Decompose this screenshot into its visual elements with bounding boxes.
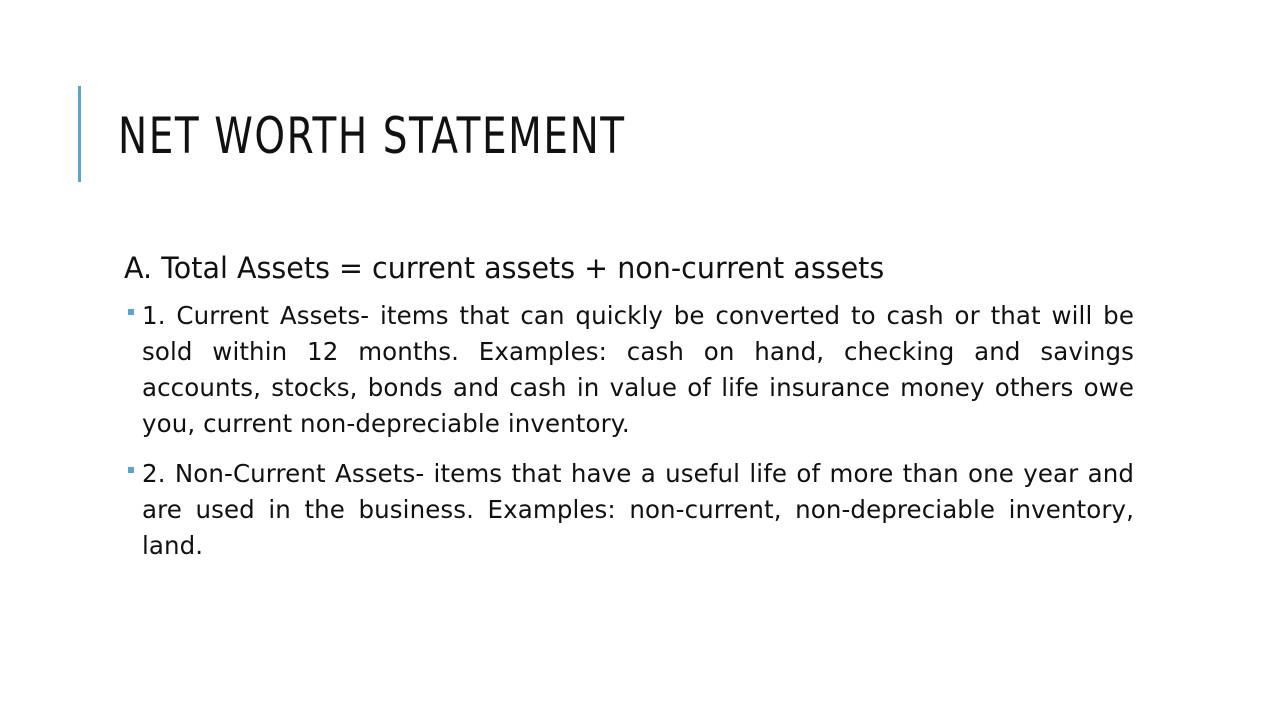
title-accent-bar [78,86,81,182]
slide-title: NET WORTH STATEMENT [118,107,626,165]
list-item-current-assets [124,298,1134,442]
bullet-text: 1. Current Assets- items that can quickly be converted to cash or that will be sold within 12 months. Examples: cash on hand, checking and savings accounts, stocks, bonds and cash in value of life insurance money others owe you, current non-depreciable inventory. [142,301,1134,438]
total-assets-heading: A. Total Assets = current assets + non-current assets [124,251,885,285]
slide-content [124,246,1134,578]
list-item-non-current-assets [124,456,1134,564]
bullet-list [124,298,1134,564]
square-bullet-icon [128,467,134,473]
bullet-text: 2. Non-Current Assets- items that have a useful life of more than one year and are used in the business. Examples: non-current, non-depreciable inventory, land. [142,459,1134,560]
square-bullet-icon [128,309,134,315]
